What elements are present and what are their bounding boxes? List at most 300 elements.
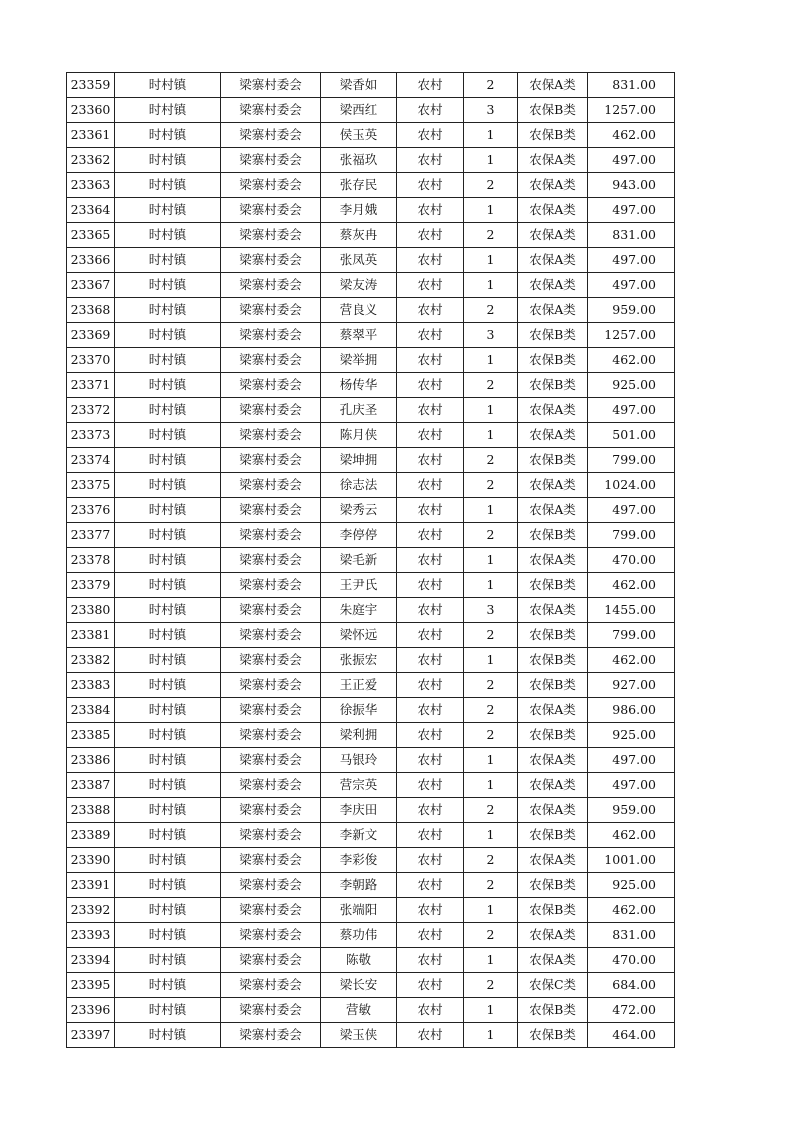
name-cell: 孔庆圣 [321,398,397,423]
area-type-cell: 农村 [397,973,464,998]
town-cell: 时村镇 [115,598,221,623]
area-type-cell: 农村 [397,248,464,273]
insurance-class-cell: 农保B类 [518,898,588,923]
table-row [67,348,675,373]
record-id-cell: 23390 [67,848,115,873]
household-size-cell: 3 [464,323,518,348]
household-size-cell: 1 [464,648,518,673]
table-row [67,473,675,498]
insurance-class-cell: 农保A类 [518,173,588,198]
area-type-cell: 农村 [397,273,464,298]
household-size-cell: 1 [464,198,518,223]
village-committee-cell: 梁寨村委会 [221,498,321,523]
village-committee-cell: 梁寨村委会 [221,273,321,298]
village-committee-cell: 梁寨村委会 [221,998,321,1023]
name-cell: 马银玲 [321,748,397,773]
town-cell: 时村镇 [115,73,221,98]
record-id-cell: 23367 [67,273,115,298]
insurance-class-cell: 农保B类 [518,523,588,548]
household-size-cell: 2 [464,173,518,198]
insurance-class-cell: 农保A类 [518,473,588,498]
area-type-cell: 农村 [397,373,464,398]
record-id-cell: 23366 [67,248,115,273]
town-cell: 时村镇 [115,798,221,823]
name-cell: 梁举拥 [321,348,397,373]
amount-cell: 831.00 [588,223,675,248]
area-type-cell: 农村 [397,498,464,523]
household-size-cell: 3 [464,598,518,623]
table-row [67,448,675,473]
record-id-cell: 23359 [67,73,115,98]
record-id-cell: 23368 [67,298,115,323]
area-type-cell: 农村 [397,573,464,598]
table-row [67,748,675,773]
insurance-class-cell: 农保A类 [518,73,588,98]
household-size-cell: 1 [464,573,518,598]
record-id-cell: 23397 [67,1023,115,1048]
town-cell: 时村镇 [115,723,221,748]
insurance-class-cell: 农保B类 [518,373,588,398]
household-size-cell: 1 [464,398,518,423]
household-size-cell: 2 [464,673,518,698]
household-size-cell: 2 [464,73,518,98]
insurance-class-cell: 农保B类 [518,873,588,898]
insurance-class-cell: 农保A类 [518,248,588,273]
record-id-cell: 23388 [67,798,115,823]
area-type-cell: 农村 [397,98,464,123]
name-cell: 梁坤拥 [321,448,397,473]
insurance-class-cell: 农保A类 [518,848,588,873]
household-size-cell: 1 [464,548,518,573]
insurance-class-cell: 农保C类 [518,973,588,998]
village-committee-cell: 梁寨村委会 [221,198,321,223]
insurance-class-cell: 农保A类 [518,298,588,323]
area-type-cell: 农村 [397,898,464,923]
household-size-cell: 2 [464,723,518,748]
record-id-cell: 23363 [67,173,115,198]
amount-cell: 497.00 [588,748,675,773]
table-row [67,198,675,223]
town-cell: 时村镇 [115,473,221,498]
amount-cell: 1024.00 [588,473,675,498]
amount-cell: 927.00 [588,673,675,698]
insurance-class-cell: 农保B类 [518,323,588,348]
table-row [67,398,675,423]
area-type-cell: 农村 [397,798,464,823]
town-cell: 时村镇 [115,498,221,523]
record-id-cell: 23393 [67,923,115,948]
name-cell: 蔡翠平 [321,323,397,348]
table-row [67,723,675,748]
village-committee-cell: 梁寨村委会 [221,873,321,898]
amount-cell: 470.00 [588,948,675,973]
area-type-cell: 农村 [397,123,464,148]
town-cell: 时村镇 [115,673,221,698]
amount-cell: 497.00 [588,198,675,223]
town-cell: 时村镇 [115,298,221,323]
table-row [67,173,675,198]
record-id-cell: 23362 [67,148,115,173]
village-committee-cell: 梁寨村委会 [221,323,321,348]
insurance-class-cell: 农保A类 [518,398,588,423]
record-id-cell: 23365 [67,223,115,248]
amount-cell: 1257.00 [588,98,675,123]
area-type-cell: 农村 [397,423,464,448]
town-cell: 时村镇 [115,423,221,448]
name-cell: 李朝路 [321,873,397,898]
town-cell: 时村镇 [115,698,221,723]
village-committee-cell: 梁寨村委会 [221,848,321,873]
name-cell: 梁秀云 [321,498,397,523]
household-size-cell: 2 [464,973,518,998]
area-type-cell: 农村 [397,173,464,198]
area-type-cell: 农村 [397,523,464,548]
record-id-cell: 23373 [67,423,115,448]
village-committee-cell: 梁寨村委会 [221,623,321,648]
name-cell: 张福玖 [321,148,397,173]
town-cell: 时村镇 [115,398,221,423]
table-row [67,373,675,398]
name-cell: 张凤英 [321,248,397,273]
town-cell: 时村镇 [115,973,221,998]
amount-cell: 986.00 [588,698,675,723]
household-size-cell: 1 [464,898,518,923]
village-committee-cell: 梁寨村委会 [221,548,321,573]
town-cell: 时村镇 [115,348,221,373]
insurance-class-cell: 农保A类 [518,923,588,948]
table-row [67,248,675,273]
household-size-cell: 1 [464,423,518,448]
area-type-cell: 农村 [397,998,464,1023]
name-cell: 王正爱 [321,673,397,698]
household-size-cell: 1 [464,273,518,298]
household-size-cell: 1 [464,123,518,148]
household-size-cell: 2 [464,623,518,648]
roster-body [67,73,675,1048]
village-committee-cell: 梁寨村委会 [221,123,321,148]
town-cell: 时村镇 [115,648,221,673]
record-id-cell: 23360 [67,98,115,123]
record-id-cell: 23364 [67,198,115,223]
table-row [67,123,675,148]
village-committee-cell: 梁寨村委会 [221,223,321,248]
village-committee-cell: 梁寨村委会 [221,523,321,548]
name-cell: 陈月侠 [321,423,397,448]
record-id-cell: 23380 [67,598,115,623]
household-size-cell: 1 [464,248,518,273]
area-type-cell: 农村 [397,323,464,348]
name-cell: 梁友涛 [321,273,397,298]
name-cell: 梁怀远 [321,623,397,648]
amount-cell: 831.00 [588,73,675,98]
name-cell: 梁毛新 [321,548,397,573]
record-id-cell: 23381 [67,623,115,648]
table-row [67,1023,675,1048]
town-cell: 时村镇 [115,823,221,848]
insurance-class-cell: 农保B类 [518,623,588,648]
village-committee-cell: 梁寨村委会 [221,148,321,173]
town-cell: 时村镇 [115,873,221,898]
record-id-cell: 23379 [67,573,115,598]
insurance-class-cell: 农保B类 [518,348,588,373]
amount-cell: 497.00 [588,248,675,273]
insurance-class-cell: 农保A类 [518,498,588,523]
village-committee-cell: 梁寨村委会 [221,73,321,98]
table-row [67,973,675,998]
household-size-cell: 1 [464,948,518,973]
insurance-class-cell: 农保A类 [518,948,588,973]
village-committee-cell: 梁寨村委会 [221,423,321,448]
amount-cell: 1257.00 [588,323,675,348]
amount-cell: 462.00 [588,573,675,598]
amount-cell: 959.00 [588,798,675,823]
village-committee-cell: 梁寨村委会 [221,1023,321,1048]
household-size-cell: 2 [464,923,518,948]
amount-cell: 462.00 [588,123,675,148]
name-cell: 李新文 [321,823,397,848]
amount-cell: 462.00 [588,648,675,673]
village-committee-cell: 梁寨村委会 [221,748,321,773]
area-type-cell: 农村 [397,948,464,973]
amount-cell: 925.00 [588,373,675,398]
household-size-cell: 2 [464,698,518,723]
record-id-cell: 23389 [67,823,115,848]
table-row [67,798,675,823]
table-row [67,898,675,923]
amount-cell: 501.00 [588,423,675,448]
town-cell: 时村镇 [115,98,221,123]
name-cell: 侯玉英 [321,123,397,148]
amount-cell: 943.00 [588,173,675,198]
name-cell: 梁西红 [321,98,397,123]
insurance-class-cell: 农保A类 [518,548,588,573]
name-cell: 王尹氏 [321,573,397,598]
name-cell: 朱庭宇 [321,598,397,623]
name-cell: 梁玉侠 [321,1023,397,1048]
area-type-cell: 农村 [397,873,464,898]
town-cell: 时村镇 [115,773,221,798]
name-cell: 杨传华 [321,373,397,398]
insurance-class-cell: 农保A类 [518,273,588,298]
town-cell: 时村镇 [115,373,221,398]
insurance-class-cell: 农保A类 [518,223,588,248]
table-row [67,848,675,873]
record-id-cell: 23377 [67,523,115,548]
insurance-class-cell: 农保B类 [518,573,588,598]
amount-cell: 464.00 [588,1023,675,1048]
insurance-class-cell: 农保A类 [518,598,588,623]
record-id-cell: 23395 [67,973,115,998]
insurance-class-cell: 农保B类 [518,648,588,673]
village-committee-cell: 梁寨村委会 [221,298,321,323]
area-type-cell: 农村 [397,723,464,748]
village-committee-cell: 梁寨村委会 [221,373,321,398]
table-row [67,648,675,673]
record-id-cell: 23396 [67,998,115,1023]
village-committee-cell: 梁寨村委会 [221,173,321,198]
record-id-cell: 23378 [67,548,115,573]
area-type-cell: 农村 [397,848,464,873]
name-cell: 蔡功伟 [321,923,397,948]
insurance-class-cell: 农保B类 [518,98,588,123]
table-row [67,598,675,623]
record-id-cell: 23383 [67,673,115,698]
area-type-cell: 农村 [397,223,464,248]
amount-cell: 925.00 [588,873,675,898]
name-cell: 张端阳 [321,898,397,923]
amount-cell: 497.00 [588,498,675,523]
area-type-cell: 农村 [397,623,464,648]
record-id-cell: 23370 [67,348,115,373]
record-id-cell: 23372 [67,398,115,423]
village-committee-cell: 梁寨村委会 [221,973,321,998]
household-size-cell: 1 [464,498,518,523]
amount-cell: 462.00 [588,898,675,923]
amount-cell: 959.00 [588,298,675,323]
town-cell: 时村镇 [115,323,221,348]
name-cell: 蔡灰冉 [321,223,397,248]
record-id-cell: 23371 [67,373,115,398]
household-size-cell: 2 [464,798,518,823]
insurance-class-cell: 农保A类 [518,773,588,798]
table-row [67,573,675,598]
table-row [67,498,675,523]
table-row [67,98,675,123]
household-size-cell: 1 [464,1023,518,1048]
amount-cell: 925.00 [588,723,675,748]
town-cell: 时村镇 [115,948,221,973]
town-cell: 时村镇 [115,173,221,198]
table-row [67,273,675,298]
amount-cell: 472.00 [588,998,675,1023]
name-cell: 梁长安 [321,973,397,998]
name-cell: 营宗英 [321,773,397,798]
area-type-cell: 农村 [397,1023,464,1048]
table-row [67,673,675,698]
amount-cell: 799.00 [588,523,675,548]
village-committee-cell: 梁寨村委会 [221,98,321,123]
name-cell: 徐振华 [321,698,397,723]
area-type-cell: 农村 [397,673,464,698]
village-committee-cell: 梁寨村委会 [221,648,321,673]
name-cell: 营敏 [321,998,397,1023]
area-type-cell: 农村 [397,298,464,323]
household-size-cell: 2 [464,848,518,873]
record-id-cell: 23391 [67,873,115,898]
area-type-cell: 农村 [397,698,464,723]
insurance-class-cell: 农保B类 [518,823,588,848]
village-committee-cell: 梁寨村委会 [221,698,321,723]
amount-cell: 1001.00 [588,848,675,873]
record-id-cell: 23374 [67,448,115,473]
insurance-class-cell: 农保B类 [518,1023,588,1048]
record-id-cell: 23394 [67,948,115,973]
insurance-class-cell: 农保A类 [518,798,588,823]
household-size-cell: 2 [464,523,518,548]
name-cell: 梁香如 [321,73,397,98]
insurance-class-cell: 农保B类 [518,723,588,748]
area-type-cell: 农村 [397,398,464,423]
household-size-cell: 2 [464,473,518,498]
amount-cell: 1455.00 [588,598,675,623]
area-type-cell: 农村 [397,823,464,848]
household-size-cell: 2 [464,873,518,898]
insurance-class-cell: 农保B类 [518,123,588,148]
village-committee-cell: 梁寨村委会 [221,448,321,473]
village-committee-cell: 梁寨村委会 [221,248,321,273]
table-row [67,698,675,723]
household-size-cell: 1 [464,823,518,848]
table-row [67,298,675,323]
table-row [67,148,675,173]
insurance-class-cell: 农保A类 [518,748,588,773]
town-cell: 时村镇 [115,1023,221,1048]
household-size-cell: 2 [464,223,518,248]
town-cell: 时村镇 [115,448,221,473]
town-cell: 时村镇 [115,548,221,573]
area-type-cell: 农村 [397,348,464,373]
town-cell: 时村镇 [115,273,221,298]
amount-cell: 684.00 [588,973,675,998]
insurance-class-cell: 农保A类 [518,423,588,448]
village-committee-cell: 梁寨村委会 [221,723,321,748]
village-committee-cell: 梁寨村委会 [221,898,321,923]
village-committee-cell: 梁寨村委会 [221,948,321,973]
amount-cell: 470.00 [588,548,675,573]
village-committee-cell: 梁寨村委会 [221,398,321,423]
town-cell: 时村镇 [115,523,221,548]
household-size-cell: 2 [464,373,518,398]
amount-cell: 497.00 [588,398,675,423]
table-row [67,223,675,248]
record-id-cell: 23369 [67,323,115,348]
area-type-cell: 农村 [397,648,464,673]
town-cell: 时村镇 [115,898,221,923]
area-type-cell: 农村 [397,448,464,473]
insurance-class-cell: 农保B类 [518,998,588,1023]
area-type-cell: 农村 [397,598,464,623]
name-cell: 张存民 [321,173,397,198]
table-row [67,623,675,648]
household-size-cell: 1 [464,748,518,773]
amount-cell: 462.00 [588,823,675,848]
area-type-cell: 农村 [397,198,464,223]
name-cell: 张振宏 [321,648,397,673]
insurance-class-cell: 农保A类 [518,198,588,223]
amount-cell: 497.00 [588,148,675,173]
record-id-cell: 23361 [67,123,115,148]
town-cell: 时村镇 [115,923,221,948]
village-committee-cell: 梁寨村委会 [221,348,321,373]
table-row [67,73,675,98]
table-row [67,548,675,573]
household-size-cell: 1 [464,348,518,373]
village-committee-cell: 梁寨村委会 [221,773,321,798]
insurance-class-cell: 农保B类 [518,448,588,473]
name-cell: 李停停 [321,523,397,548]
record-id-cell: 23376 [67,498,115,523]
table-row [67,823,675,848]
area-type-cell: 农村 [397,73,464,98]
area-type-cell: 农村 [397,773,464,798]
town-cell: 时村镇 [115,748,221,773]
record-id-cell: 23387 [67,773,115,798]
household-size-cell: 2 [464,448,518,473]
table-row [67,923,675,948]
table-row [67,998,675,1023]
village-committee-cell: 梁寨村委会 [221,573,321,598]
name-cell: 李彩俊 [321,848,397,873]
